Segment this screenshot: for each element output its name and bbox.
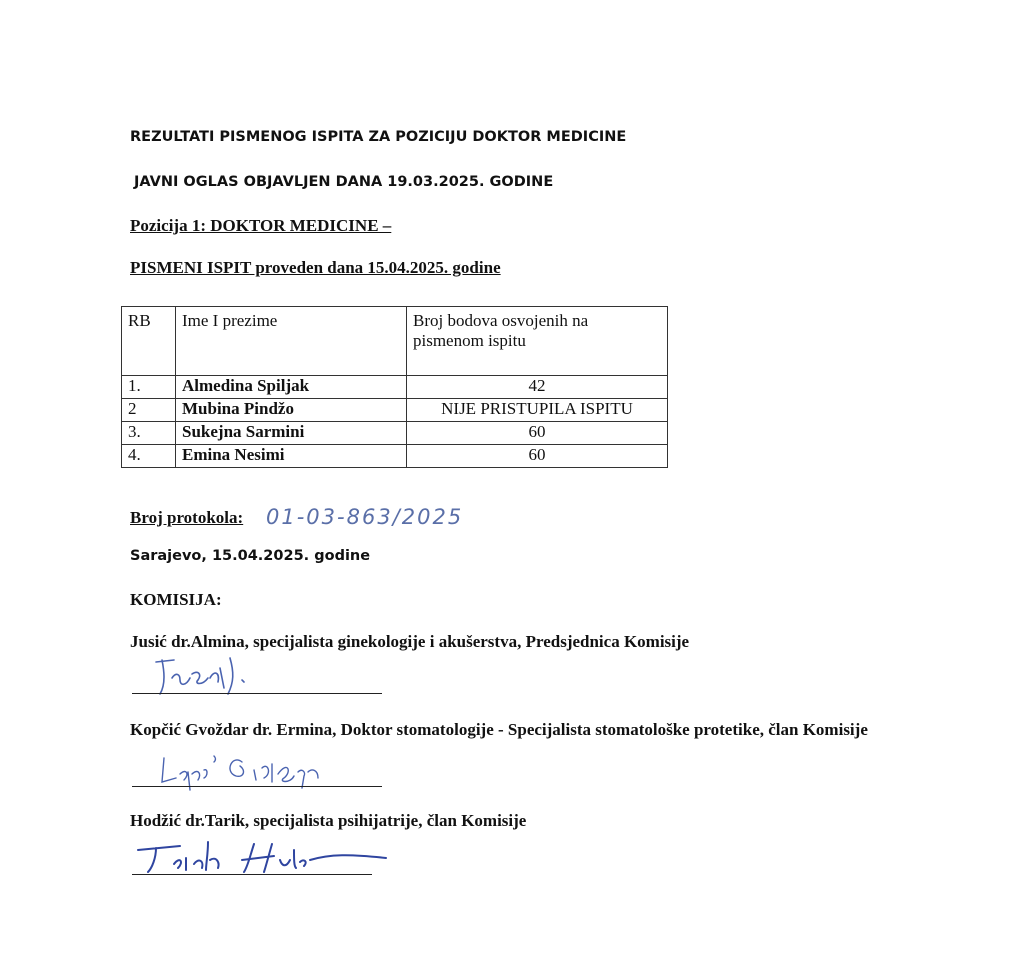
column-header-points: Broj bodova osvojenih na pismenom ispitu <box>407 307 668 376</box>
table-header-row <box>122 307 668 376</box>
row-number: 4. <box>122 445 176 468</box>
row-number: 1. <box>122 376 176 399</box>
table-row <box>122 445 668 468</box>
candidate-name: Almedina Spiljak <box>176 376 407 399</box>
protocol-label: Broj protokola: <box>130 508 244 527</box>
results-table <box>121 306 668 468</box>
document-title: REZULTATI PISMENOG ISPITA ZA POZICIJU DOKTOR MEDICINE <box>130 129 627 145</box>
committee-member-2: Kopčić Gvoždar dr. Ermina, Doktor stomatologije - Specijalista stomatološke protetike, član Komisije <box>130 720 868 739</box>
column-header-rb: RB <box>122 307 176 376</box>
candidate-name: Emina Nesimi <box>176 445 407 468</box>
candidate-name: Sukejna Sarmini <box>176 422 407 445</box>
candidate-name: Mubina Pindžo <box>176 399 407 422</box>
signature-line-3 <box>132 874 372 875</box>
place-date: Sarajevo, 15.04.2025. godine <box>130 548 371 564</box>
signature-1 <box>150 650 260 698</box>
exam-heading: PISMENI ISPIT proveden dana 15.04.2025. godine <box>130 258 501 277</box>
table-row <box>122 422 668 445</box>
candidate-points: 60 <box>407 422 668 445</box>
committee-heading: KOMISIJA: <box>130 590 222 609</box>
announcement-line: JAVNI OGLAS OBJAVLJEN DANA 19.03.2025. GODINE <box>134 174 554 190</box>
signature-line-2 <box>132 786 382 787</box>
row-number: 2 <box>122 399 176 422</box>
table-row <box>122 399 668 422</box>
signature-line-1 <box>132 693 382 694</box>
candidate-points: NIJE PRISTUPILA ISPITU <box>407 399 668 422</box>
candidate-points: 42 <box>407 376 668 399</box>
committee-member-1: Jusić dr.Almina, specijalista ginekologije i akušerstva, Predsjednica Komisije <box>130 632 690 651</box>
signature-2 <box>158 746 378 802</box>
row-number: 3. <box>122 422 176 445</box>
candidate-points: 60 <box>407 445 668 468</box>
table-row <box>122 376 668 399</box>
protocol-number-handwritten: 01-03-863/2025 <box>266 505 464 529</box>
column-header-name: Ime I prezime <box>176 307 407 376</box>
committee-member-3: Hodžić dr.Tarik, specijalista psihijatrije, član Komisije <box>130 811 527 830</box>
position-heading: Pozicija 1: DOKTOR MEDICINE – <box>130 216 392 235</box>
